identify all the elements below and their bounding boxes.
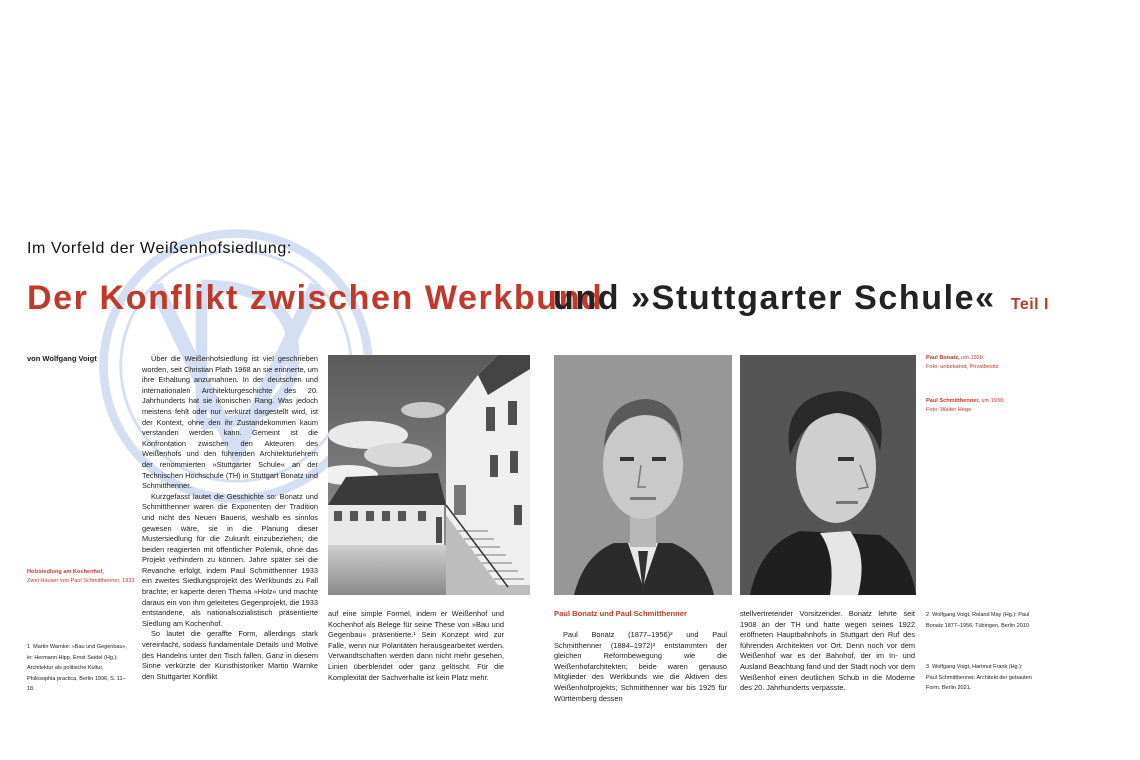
paragraph: Paul Bonatz (1877–1956)² und Paul Schmitthenner (1884–1972)³ entstammten der gleichen Reformbewegung wie die Weißenhofarchitekten; beide waren genauso Mitglieder des Werkbunds wie die Aktiven des Weißenhofprojekts; Schmitthenner war bis 1925 für Württemberg dessen [554, 630, 727, 703]
caption-schmitthenner [926, 397, 1036, 415]
paragraph: Über die Weißenhofsiedlung ist viel geschrieben worden, seit Christian Plath 1968 an sie erinnerte, um ihre Erhaltung anzumahnen. In der deutschen und internationalen Architekturgeschichte des 20. Jahrhunderts hat sie ikonischen Rang. Was jedoch meistens fehlt oder nur verkürzt dargestellt wird, ist der Kontext, ohne den ihr Zustandekommen kaum verstanden werden kann. Gemeint ist die Konfrontation zwischen den Akteuren des Weißenhofs und den führenden Architekturlehrern der renommierten »Stuttgarter Schule« an der Technischen Hochschule (TH) in Stuttgart Bonatz und Schmitthenner. [142, 354, 318, 491]
caption-kochenhof-text: Zwei Häuser von Paul Schmitthenner, 1933 [27, 578, 135, 584]
kicker: Im Vorfeld der Weißenhofsiedlung: [27, 240, 292, 257]
caption-schmitthenner-credit: Foto: Walter Hege [926, 407, 972, 413]
footnote-1 [27, 642, 133, 695]
body-column-3 [554, 630, 727, 704]
footnote-3 [926, 662, 1034, 694]
section-subhead: Paul Bonatz und Paul Schmitthenner [554, 609, 687, 618]
schmitthenner-portrait [740, 355, 916, 595]
author-byline: von Wolfgang Voigt [27, 354, 97, 363]
paragraph: So lautet die geraffte Form, allerdings stark vereinfacht, sodass fundamentale Details und Motive des Handelns unter den Tisch fallen. Ganz in diesem Sinne verkürzte der Kunsthistoriker Martin Warnke den Stuttgarter Konflikt [142, 629, 318, 681]
footnote-1-num: 1 [27, 644, 31, 650]
footnote-2-text: Wolfgang Voigt, Roland May (Hg.): Paul Bonatz 1877–1956. Tübingen, Berlin 2010 [926, 612, 1030, 629]
paragraph: stellvertretender Vorsitzender. Bonatz lehrte seit 1908 an der TH und hatte wegen seines 1922 eröffneten Hauptbahnhofs in Stuttgart den Ruf des führenden Architekten vor Ort. Denn noch vor dem Weißenhof war es der Bahnhof, der im In- und Ausland Beachtung fand und der Stadt noch vor dem Weißenhof einen deutlichen Schub in die Moderne des 20. Jahrhunderts verpasste. [740, 609, 915, 693]
footnote-3-num: 3 [926, 664, 930, 670]
caption-kochenhof-title: Holzsiedlung am Kochenhof, [27, 569, 104, 575]
body-column-1 [142, 354, 318, 682]
body-column-4 [740, 609, 915, 694]
caption-bonatz-title: Paul Bonatz, [926, 355, 960, 361]
footnote-2 [926, 610, 1034, 631]
footnote-2-num: 2 [926, 612, 930, 618]
title-suffix: Teil I [1010, 296, 1049, 313]
caption-schmitthenner-title: Paul Schmitthenner, [926, 398, 980, 404]
paragraph: auf eine simple Formel, indem er Weißenhof und Kochenhof als Belege für seine These von »Bau und Gegenbau« präsentierte.¹ Sein Konzept wird zur Falle, wenn nur Polaritäten herausgearbeitet werden. Verwandtschaften werden dann nicht mehr gesehen, Linien überblendet oder ganz gelöscht. Für die Komplexität der Sachverhalte ist kein Platz mehr. [328, 609, 504, 682]
title-right [553, 278, 1049, 325]
title-right-text: und »Stuttgarter Schule« [553, 279, 996, 317]
caption-bonatz-credit: Foto: unbekannt, Privatbesitz [926, 364, 999, 370]
caption-bonatz-date: um 1920. [961, 355, 985, 361]
paragraph: Kurzgefasst lautet die Geschichte so: Bonatz und Schmitthenner waren die Exponenten der Tradition und nicht des Neuen Bauens, weshalb es sinnlos gewesen wäre, sie in die Planung dieser Mustersiedlung für die Zukunft einzubeziehen; die beiden reagierten mit öffentlicher Polemik, ohne das Projekt verhindern zu können. Jahre später sei die Revanche erfolgt, indem Paul Schmitthenner 1933 ein zweites Siedlungsprojekt des Werkbunds zu Fall brachte; er kaperte deren Thema »Holz« und machte daraus ein von ihm geleitetes Gegenprojekt, die 1933 entstandene, als nationalsozialistisch präsentierte Siedlung am Kochenhof. [142, 491, 318, 628]
footnote-1-text: Martin Warnke: »Bau und Gegenbau«, in: Hermann Hipp, Ernst Seidel (Hg.): Architektur als politische Kultur, Philosophia practica, Berlin 1996, S. 11–18. [27, 644, 128, 692]
footnote-3-text: Wolfgang Voigt, Hartmut Frank (Hg.): Paul Schmitthenner. Architekt der gebauten Form, Berlin 2021. [926, 664, 1032, 691]
caption-schmitthenner-date: um 1930, [981, 398, 1005, 404]
caption-kochenhof [27, 568, 135, 586]
body-column-2 [328, 609, 504, 683]
caption-bonatz [926, 354, 1036, 372]
title-left: Der Konflikt zwischen Werkbund [27, 279, 604, 317]
bonatz-portrait [554, 355, 732, 595]
houses-photo [328, 355, 530, 595]
